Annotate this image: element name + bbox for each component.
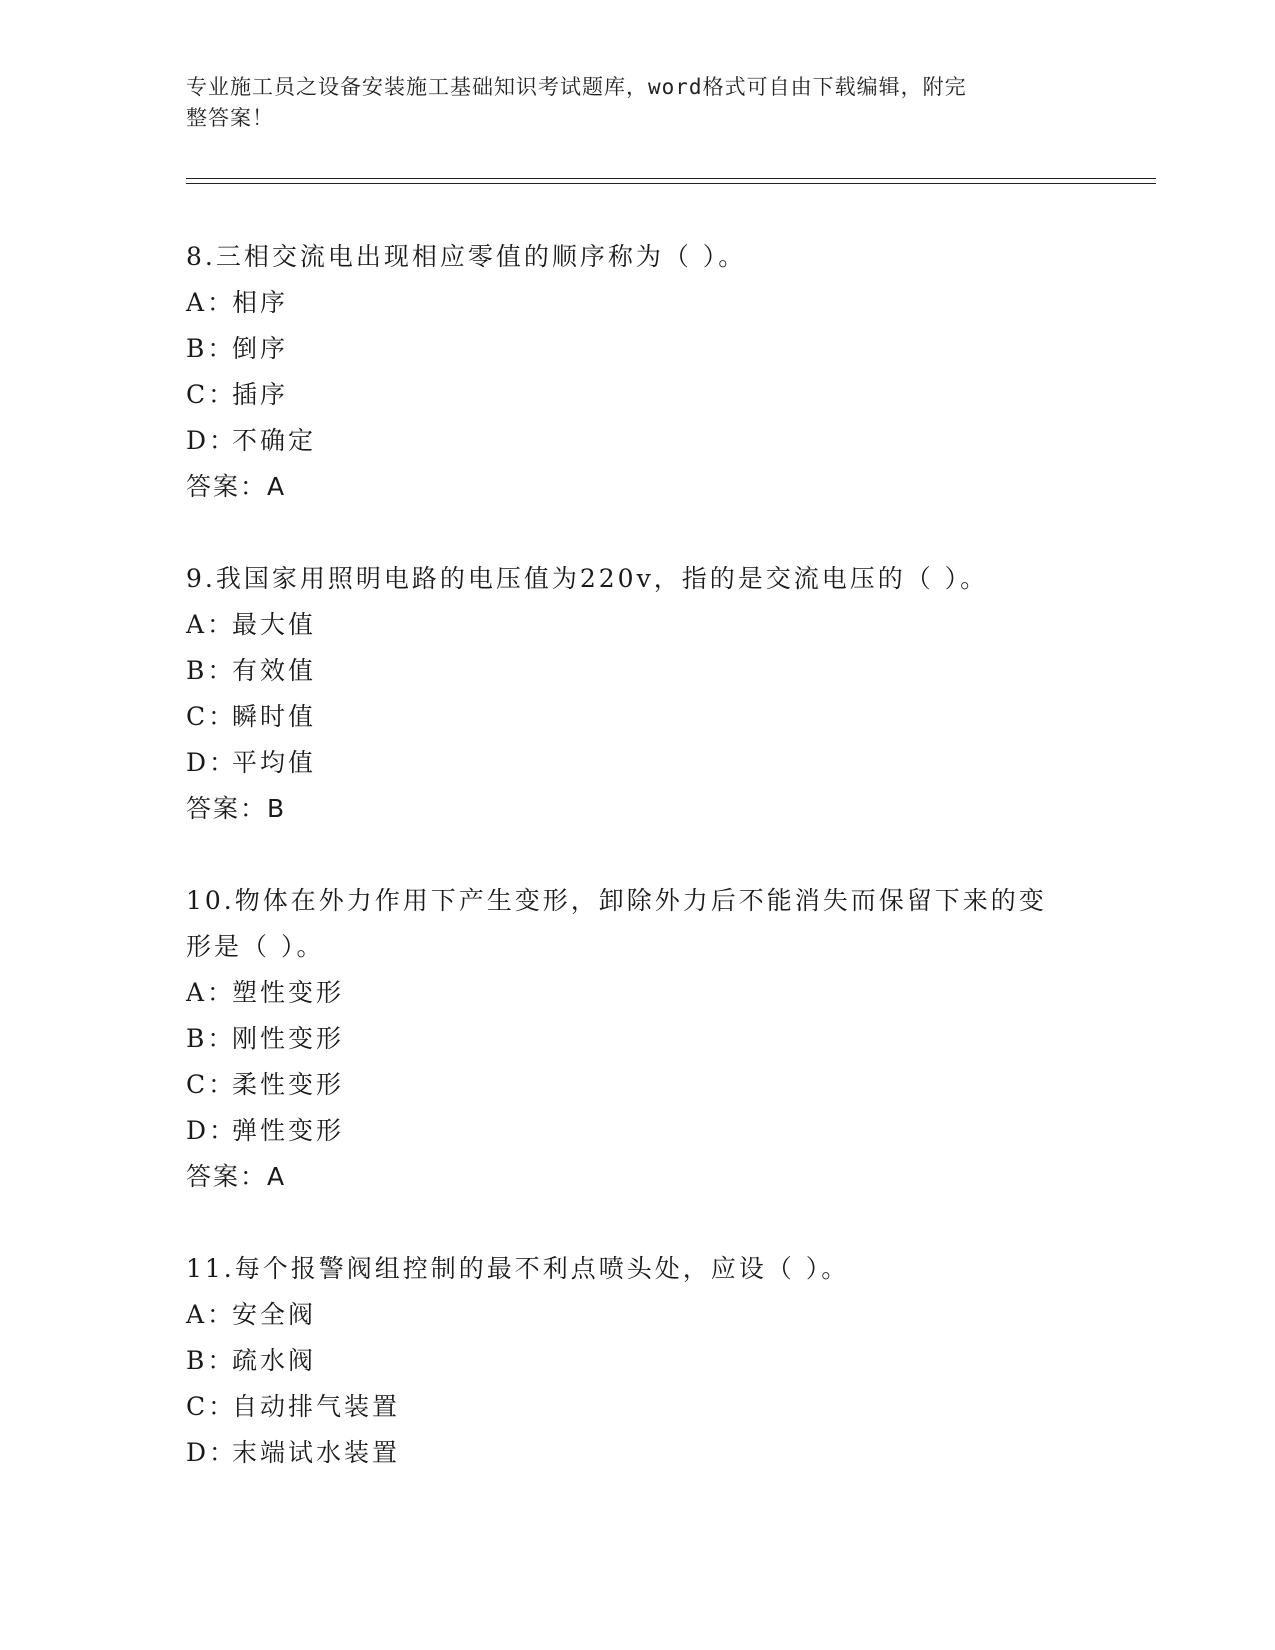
option-key: D：	[186, 748, 238, 777]
option-c	[186, 1384, 1086, 1430]
option-d	[186, 418, 1086, 464]
option-key: A：	[186, 978, 236, 1007]
header-line-2: 整答案！	[186, 106, 274, 130]
option-b	[186, 326, 1086, 372]
option-d	[186, 740, 1086, 786]
option-c	[186, 694, 1086, 740]
option-key: B：	[186, 656, 236, 685]
option-text: 相序	[232, 288, 289, 317]
option-text: 瞬时值	[232, 702, 317, 731]
option-key: C：	[186, 380, 237, 409]
question-8	[186, 234, 1086, 510]
option-key: D：	[186, 1438, 238, 1467]
answer-line: 答案：A	[186, 1162, 287, 1191]
header-line-1: 专业施工员之设备安装施工基础知识考试题库，word格式可自由下载编辑，附完	[186, 75, 967, 99]
option-text: 柔性变形	[232, 1070, 345, 1099]
option-a	[186, 280, 1086, 326]
option-a	[186, 1292, 1086, 1338]
option-text: 刚性变形	[232, 1024, 345, 1053]
answer-line: 答案：A	[186, 472, 287, 501]
option-text: 有效值	[232, 656, 317, 685]
option-key: B：	[186, 1346, 236, 1375]
option-key: C：	[186, 1392, 237, 1421]
option-text: 平均值	[232, 748, 317, 777]
option-text: 自动排气装置	[232, 1392, 401, 1421]
option-text: 倒序	[232, 334, 289, 363]
option-text: 疏水阀	[232, 1346, 317, 1375]
option-b	[186, 1016, 1086, 1062]
header-divider-top	[186, 178, 1156, 179]
question-9	[186, 556, 1086, 832]
option-b	[186, 1338, 1086, 1384]
option-text: 最大值	[232, 610, 317, 639]
option-b	[186, 648, 1086, 694]
header-divider-bottom	[186, 183, 1156, 184]
question-stem-line-1: 10.物体在外力作用下产生变形，卸除外力后不能消失而保留下来的变	[186, 886, 1047, 915]
question-stem: 9.我国家用照明电路的电压值为220v，指的是交流电压的（ ）。	[186, 564, 989, 593]
option-key: A：	[186, 1300, 236, 1329]
option-key: B：	[186, 1024, 236, 1053]
option-text: 弹性变形	[232, 1116, 345, 1145]
question-stem: 8.三相交流电出现相应零值的顺序称为（ ）。	[186, 242, 747, 271]
option-a	[186, 970, 1086, 1016]
option-key: B：	[186, 334, 236, 363]
document-header	[186, 72, 1066, 134]
option-c	[186, 372, 1086, 418]
question-10	[186, 878, 1086, 1200]
option-d	[186, 1430, 1086, 1476]
option-key: D：	[186, 426, 238, 455]
question-11	[186, 1246, 1086, 1476]
option-key: C：	[186, 1070, 237, 1099]
option-text: 插序	[232, 380, 289, 409]
question-stem: 11.每个报警阀组控制的最不利点喷头处，应设（ ）。	[186, 1254, 850, 1283]
option-key: C：	[186, 702, 237, 731]
option-c	[186, 1062, 1086, 1108]
answer-line: 答案：B	[186, 794, 287, 823]
option-text: 安全阀	[232, 1300, 317, 1329]
option-text: 末端试水装置	[232, 1438, 401, 1467]
question-stem-line-2: 形是（ ）。	[186, 932, 325, 961]
option-text: 塑性变形	[232, 978, 345, 1007]
option-d	[186, 1108, 1086, 1154]
option-text: 不确定	[232, 426, 317, 455]
option-key: A：	[186, 610, 236, 639]
option-key: A：	[186, 288, 236, 317]
option-key: D：	[186, 1116, 238, 1145]
option-a	[186, 602, 1086, 648]
